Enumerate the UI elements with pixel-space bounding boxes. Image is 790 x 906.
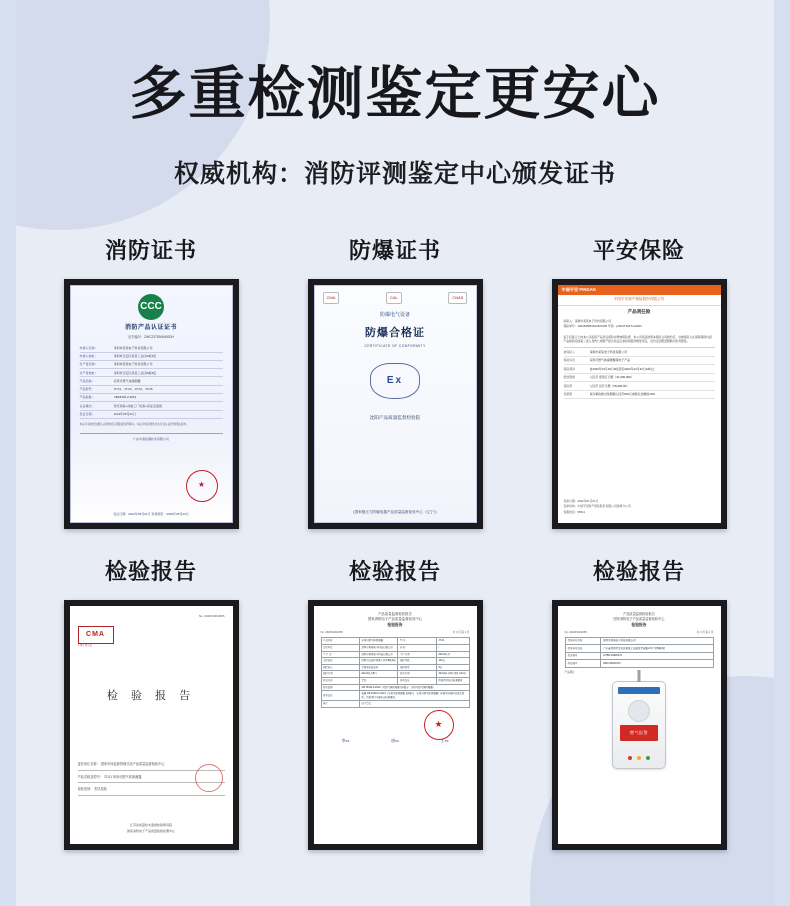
field-key: 样品状态: [321, 678, 359, 685]
certificate-card: [532, 555, 747, 850]
header-center: 国家消防电子产品质量监督检验中心: [613, 616, 665, 621]
report-data-table: [565, 637, 714, 668]
table-row: [321, 701, 469, 708]
policy-field-table: [564, 347, 715, 399]
device-top-band: [618, 687, 660, 694]
field-value: 家用可燃气体探测器等电子产品: [589, 358, 630, 363]
field-key: 保险费: [563, 383, 573, 388]
field-value: 完好: [359, 678, 398, 685]
cert-title-en: CERTIFICATE OF CONFORMITY: [364, 343, 426, 348]
field-key: 受检单位: [321, 644, 359, 651]
device-label: 燃气报警: [620, 725, 658, 741]
header-center: 国家消防电子产品质量监督检验中心: [367, 616, 423, 621]
field-key: 产品名称: [321, 638, 359, 645]
cert-field-row: [80, 411, 223, 419]
inspection-report-table-image: [314, 606, 477, 844]
field-value: 所检项目符合标准要求: [436, 678, 469, 685]
table-row: [321, 664, 469, 671]
field-value: 深圳市某某电子科技有限公司: [589, 349, 628, 354]
page-title: 多重检测鉴定更安心: [129, 62, 661, 126]
field-value: JT-01: [436, 638, 469, 645]
report-meta: [321, 631, 470, 635]
field-value: 深圳市某某电子科技有限公司: [359, 644, 398, 651]
field-key: 检验日期: [398, 671, 436, 678]
table-row: [564, 382, 715, 391]
field-key: 产品型号：: [79, 387, 95, 392]
table-row: [321, 684, 469, 691]
red-seal-icon: ★: [186, 470, 218, 502]
issue-date: 签单日期：2022年01月01日: [563, 499, 599, 504]
report-number-row: [78, 614, 225, 619]
field-value: 2021年1月8日: [359, 671, 398, 678]
gas-detector-product-photo: [612, 681, 666, 769]
cert-issuer: 广东中鉴检测技术有限公司: [80, 433, 223, 442]
field-value: 受检单位成品库: [359, 664, 398, 671]
certificate-frame: [64, 279, 239, 529]
cert-field-row: [80, 402, 223, 410]
device-led-row: [613, 756, 665, 760]
cert-number: 证书编号：ZWC2379266400DH: [128, 334, 174, 339]
led-red-icon: [628, 756, 632, 760]
field-value: 人民币 伍仟元整（¥5,000.00）: [589, 383, 630, 388]
field-value: /: [436, 644, 469, 651]
cert-category: 防爆电气设备: [379, 311, 410, 318]
signature-reviewer: 唐xx: [390, 738, 399, 744]
table-row: [564, 365, 715, 374]
accreditation-logo-row: [323, 292, 468, 304]
cert-note: 本证书有效性依据认证机构的定期监督获得保持。本证书的有效性状态可在认证机构网站查询。: [79, 422, 189, 426]
field-value: 2021年1月11日至1月22日: [436, 671, 469, 678]
card-title: 检验报告: [592, 558, 685, 584]
led-green-icon: [646, 756, 650, 760]
field-value: 自2022年01月01日0时起至2022年12月31日24时止: [589, 366, 655, 371]
power-cord: [638, 670, 641, 682]
certificate-card: [44, 234, 259, 529]
field-key: 生产者地址：: [79, 370, 98, 375]
red-seal-icon: [195, 764, 223, 792]
cma-caption: 中国计量认证: [77, 645, 93, 648]
signature-area: [321, 708, 470, 750]
field-key: 免赔额: [563, 392, 573, 397]
page-number: 共 3 页 第 2 页: [696, 630, 714, 634]
certificate-frame: [552, 600, 727, 850]
ccc-seal-icon: CCC: [138, 294, 164, 320]
certificate-frame: [308, 279, 483, 529]
table-row: [321, 638, 469, 645]
field-key: 申请人名称：: [79, 345, 98, 350]
cert-footer: (国家级压力防爆电器产品质量监督检验中心（辽宁）): [353, 510, 437, 515]
field-value: 广东省深圳市宝安区某某工业园区学府路2号厂房B栋3层: [601, 645, 713, 653]
field-key: 受检单位名称: [565, 637, 601, 645]
certificate-card: [532, 234, 747, 529]
field-value: 深圳市某某电子科技有限公司: [113, 345, 153, 350]
service-phone: 客服电话：95511: [563, 509, 586, 514]
table-row: [321, 651, 469, 658]
field-key: 申请人地址：: [79, 354, 98, 359]
field-key: 抽样数量: [398, 664, 436, 671]
header-small: 产品质量监督检验报告: [623, 611, 655, 616]
certificate-frame: [308, 600, 483, 850]
table-row: [321, 691, 469, 701]
policy-number-line: 保险单号：1002695951524401205 号码：pV0kJT22bTxxH303: [563, 323, 642, 328]
field-key: 被保险人: [563, 349, 576, 354]
field-value: 人民币 壹佰万元整（¥1,000,000）: [589, 375, 634, 380]
field-key: 型 号: [398, 638, 436, 645]
field-value: JT-01、JT-02、JT-03、JT-05: [113, 387, 153, 392]
field-key: 检验结论: [398, 678, 436, 685]
field-value: 深圳市某某电子科技有限公司: [601, 637, 713, 645]
card-title: 消防证书: [104, 237, 197, 263]
cert-field-row: [80, 369, 223, 377]
issuing-branch: 签单机构：中国平安财产保险股份有限公司深圳分公司: [563, 504, 631, 509]
field-value: 深圳市宝安区某某工业区B栋3层: [113, 354, 157, 359]
cert-field-row: [80, 344, 223, 352]
field-key: 生 产 者: [321, 651, 359, 658]
cnas-logo-icon: CNAS: [448, 292, 467, 304]
table-row: [564, 374, 715, 383]
explosion-proof-certificate-image: [314, 285, 477, 523]
issuing-institute: 江苏省质量技术监督检验研究院: [129, 823, 172, 828]
field-line: 检验类别： 型式检验: [78, 786, 225, 796]
report-number: No. 2020F3302065: [564, 630, 587, 634]
remark-value: 以下空白: [359, 701, 469, 708]
field-line: 委托单位名称： 国家市场监督管理总局产品质量监督检验中心: [78, 761, 225, 771]
policy-title: 产品责任险: [558, 305, 721, 316]
field-key: 报告编号: [565, 652, 601, 660]
field-value: 深圳市宝安区某某工业区B栋3层: [113, 370, 157, 375]
field-key: 生产者名称：: [79, 362, 98, 367]
certificate-card: [288, 234, 503, 529]
field-line: 产品名称及型号： JT-01 家用可燃气体探测器: [78, 774, 225, 784]
field-key: 受检单位地址: [565, 645, 601, 653]
certificate-card: [288, 555, 503, 850]
cert-field-row: [80, 386, 223, 394]
field-key: 产品名称：: [79, 378, 95, 383]
certificate-frame: [64, 600, 239, 850]
field-key: 生产日期: [398, 651, 436, 658]
field-value: 深圳市宝安区某某工业区B栋3层: [359, 658, 398, 665]
cert-footer: 发证日期：2021年05月21日 有效期至：2026年05月20日: [113, 512, 189, 517]
policy-footer: [564, 499, 715, 514]
table-row: [321, 678, 469, 685]
field-key: 保险标的: [563, 358, 576, 363]
table-row: [565, 660, 713, 668]
field-value: 0900-30820170: [601, 660, 713, 668]
field-key: 检验依据: [321, 684, 359, 691]
report-data-table: [321, 637, 470, 708]
field-key: 抽样日期: [321, 671, 359, 678]
device-speaker: [628, 700, 650, 722]
field-key: 产品标准：: [79, 395, 95, 400]
fire-certificate-image: [70, 285, 233, 523]
led-yellow-icon: [637, 756, 641, 760]
field-key: 抽样地点: [321, 664, 359, 671]
cma-logo-icon: CMA: [323, 292, 340, 304]
field-key: 发证日期：: [79, 411, 95, 416]
ex-mark-icon: Ex: [370, 363, 420, 399]
field-value: 家用可燃气体探测器: [113, 378, 141, 383]
report-title: 检 验 报 告: [106, 690, 196, 703]
table-row: [565, 652, 713, 660]
field-value: 深圳市某某电子科技有限公司: [359, 651, 398, 658]
certificate-frame: [552, 279, 727, 529]
page-subtitle: 权威机构：消防评测鉴定中心颁发证书: [173, 159, 616, 188]
inspection-report-cover-image: [70, 606, 233, 844]
header-small: 产品质量监督检验报告: [378, 611, 412, 616]
field-value: 2021年05月21日: [113, 411, 136, 416]
cert-field-row: [80, 353, 223, 361]
table-row: [564, 348, 715, 357]
cal-logo-icon: CAL: [386, 292, 402, 304]
field-value: GYBD-30820170: [601, 652, 713, 660]
cert-field-row: [80, 394, 223, 402]
signature-approver: 李xx: [341, 738, 350, 744]
field-key: 认证模式：: [79, 403, 95, 408]
insurer-company-name: 中国平安财产保险股份有限公司: [613, 296, 665, 301]
policy-header-rows: [558, 316, 721, 332]
signature-row: [321, 738, 470, 744]
cert-issuer: [323, 415, 468, 422]
report-footer: [70, 823, 233, 834]
report-number: No. 2020F3302065: [198, 613, 225, 618]
issuer-name: 沈阳产品质量监督检验院: [369, 414, 421, 420]
field-value: 型式试验+初始工厂检查+获证后监督: [113, 403, 163, 408]
field-value: 100台: [436, 658, 469, 665]
report-header: [565, 612, 714, 628]
field-value: GB15322.2-2019: [113, 395, 137, 400]
card-title: 检验报告: [104, 558, 197, 584]
inspection-report-photo-image: [558, 606, 721, 844]
policy-holder-line: 投保人：深圳市某某电子科技有限公司: [563, 319, 612, 324]
field-value: 每次事故绝对免赔额人民币500元或损失金额的10%: [589, 392, 656, 397]
field-key: 抽样基数: [398, 658, 436, 665]
cert-field-row: [80, 377, 223, 385]
issuing-center: 国家消防电子产品质量检验检测中心: [126, 828, 175, 833]
certificate-card: [44, 555, 259, 850]
report-header: [321, 612, 470, 629]
header-title: 检验报告: [631, 622, 647, 627]
field-key: 受检地址: [321, 658, 359, 665]
field-value: 8台: [436, 664, 469, 671]
report-meta: [565, 631, 714, 635]
table-row: [565, 645, 713, 653]
poster-content: [0, 62, 790, 850]
table-row: [564, 391, 715, 400]
signature-inspector: 王xx: [440, 738, 449, 744]
conclusion-value: 依据 GB 15322.2-2019《可燃气体探测器 第2部分：家用可燃气体探测器》标准对送检样品进行检验，所检项目全部符合标准要求。: [359, 691, 469, 701]
cert-field-row: [80, 361, 223, 369]
remark-key: 备注: [321, 701, 359, 708]
certificate-grid: [40, 234, 750, 850]
field-value: 2021年1月: [436, 651, 469, 658]
card-title: 检验报告: [348, 558, 441, 584]
photo-caption: 产品照片: [564, 670, 575, 674]
pingan-brand-logo: 中国平安 PINGAN: [558, 285, 721, 295]
table-row: [565, 637, 713, 645]
report-number: No. 2020F3302065: [320, 631, 343, 635]
table-row: [321, 671, 469, 678]
field-key: 赔偿限额: [563, 375, 576, 380]
table-row: [564, 357, 715, 366]
cert-title: 防爆合格证: [365, 327, 425, 340]
header-title: 检验报告: [387, 623, 403, 628]
table-row: [321, 644, 469, 651]
field-key: 保险期间: [563, 366, 576, 371]
field-key: 样品编号: [565, 660, 601, 668]
card-title: 防爆证书: [348, 237, 441, 263]
field-value: 家用可燃气体探测器: [359, 638, 398, 645]
red-seal-icon: ★: [424, 710, 454, 740]
conclusion-key: 检验结论: [321, 691, 359, 701]
field-key: 商 标: [398, 644, 436, 651]
policy-paragraph: 鉴于投保人已向本公司投保产品责任保险并缴纳保险费，本公司同意按照本保险合同的约定，对被保险人在保险期间内因产品缺陷造成第三者人身伤亡或财产损失依法应承担的经济赔偿责任，在约定的赔偿限额内负责赔偿。: [563, 334, 712, 344]
cert-title: 消防产品认证证书: [124, 324, 177, 331]
cma-mark-icon: CMA: [78, 626, 114, 644]
insurance-policy-image: [558, 285, 721, 523]
field-value: GB 15322.2-2019《可燃气体探测器 第2部分：家用可燃气体探测器》: [359, 684, 469, 691]
cert-field-list: [80, 344, 223, 419]
page-number: 共 3 页 第 1 页: [452, 631, 470, 635]
card-title: 平安保险: [592, 237, 685, 263]
field-value: 深圳市某某电子科技有限公司: [113, 362, 153, 367]
table-row: [321, 658, 469, 665]
